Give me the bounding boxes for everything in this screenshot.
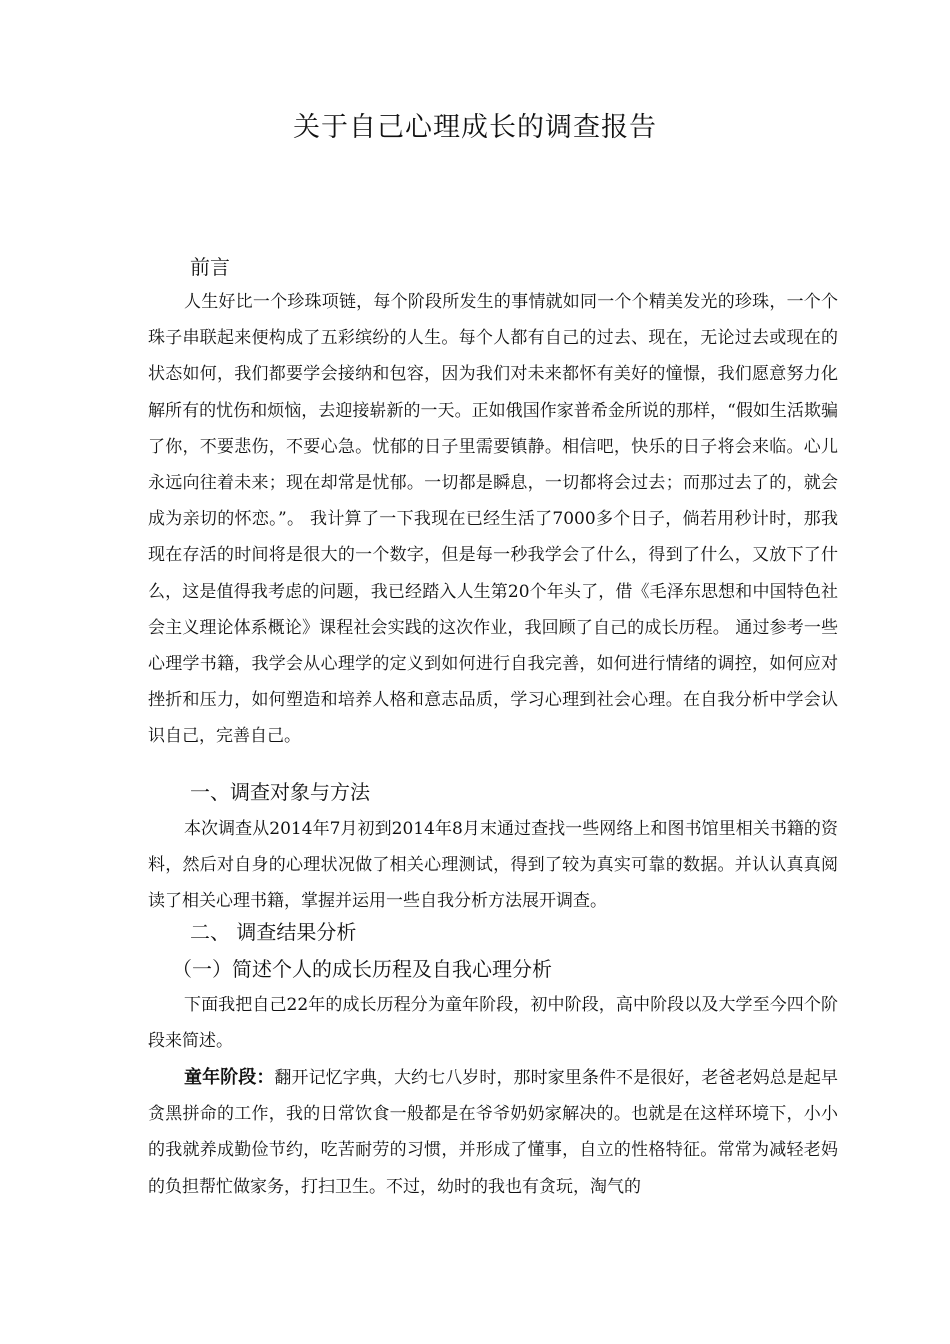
preface-paragraph: 人生好比一个珍珠项链，每个阶段所发生的事情就如同一个个精美发光的珍珠，一个个珠子串联起来便构成了五彩缤纷的人生。每个人都有自己的过去、现在，无论过去或现在的状态如何，我们都要学会接纳和包容，因为我们对未来都怀有美好的憧憬，我们愿意努力化解所有的忧伤和烦恼，去迎接崭新的一天。正如俄国作家普希金所说的那样，“假如生活欺骗了你，不要悲伤，不要心急。忧郁的日子里需要镇静。相信吧，快乐的日子将会来临。心儿永远向往着未来；现在却常是忧郁。一切都是瞬息，一切都将会过去；而那过去了的，就会成为亲切的怀恋。”。 我计算了一下我现在已经生活了7000多个日子，倘若用秒计时，那我现在存活的时间将是很大的一个数字，但是每一秒我学会了什么，得到了什么，又放下了什么，这是值得我考虑的问题，我已经踏入人生第20个年头了，借《毛泽东思想和中国特色社会主义理论体系概论》课程社会实践的这次作业，我回顾了自己的成长历程。 通过参考一些心理学书籍，我学会从心理学的定义到如何进行自我完善，如何进行情绪的调控，如何应对挫折和压力，如何塑造和培养人格和意志品质，学习心理到社会心理。在自我分析中学会认识自己，完善自己。: [148, 292, 838, 747]
childhood-label: 童年阶段：: [184, 1067, 275, 1088]
childhood-paragraph: [148, 1060, 838, 1205]
preface-heading: 前言: [190, 255, 230, 279]
section-1-heading: 一、调查对象与方法: [190, 780, 370, 804]
section-2-heading: 二、 调查结果分析: [190, 920, 357, 944]
section-2-intro-paragraph: [148, 987, 838, 1059]
childhood-text: 翻开记忆字典，大约七八岁时，那时家里条件不是很好，老爸老妈总是起早贪黑拼命的工作，我的日常饮食一般都是在爷爷奶奶家解决的。也就是在这样环境下，小小的我就养成勤俭节约，吃苦耐劳的习惯，并形成了懂事，自立的性格特征。常常为减轻老妈的负担帮忙做家务，打扫卫生。不过，幼时的我也有贪玩，淘气的: [148, 1068, 838, 1197]
section-2-intro-text: 下面我把自己22年的成长历程分为童年阶段，初中阶段，高中阶段以及大学至今四个阶段来简述。: [148, 995, 838, 1052]
section-1-paragraph: 本次调查从2014年7月初到2014年8月末通过查找一些网络上和图书馆里相关书籍的资料，然后对自身的心理状况做了相关心理测试，得到了较为真实可靠的数据。并认认真真阅读了相关心理书籍，掌握并运用一些自我分析方法展开调查。: [148, 819, 838, 912]
page-title: 关于自己心理成长的调查报告: [293, 112, 657, 143]
section-2-subheading: （一）简述个人的成长历程及自我心理分析: [172, 957, 552, 981]
